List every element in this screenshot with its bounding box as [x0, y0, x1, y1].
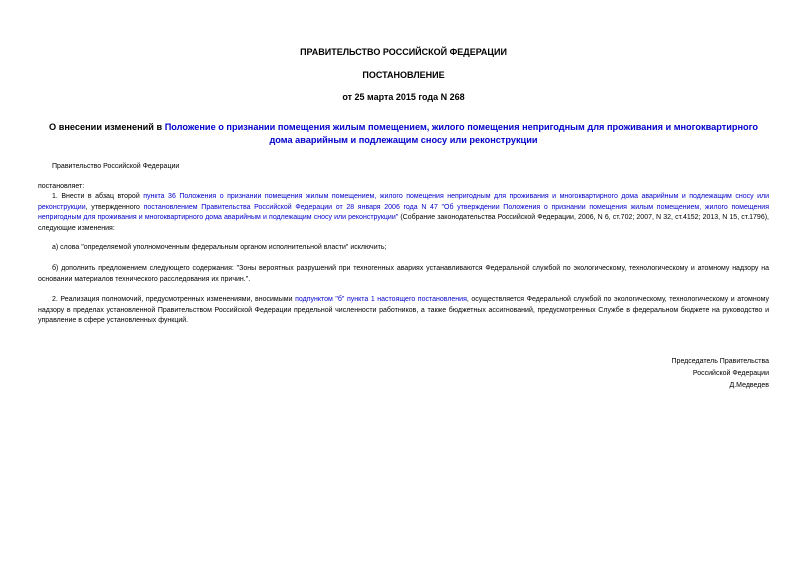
resolution-47-link[interactable]: постановлением Правительства Российской Федерации от 28 января 2006 года N 47 "Об утверждении Положения о признании помещения жилым помещением, жилого помещения непригодным для проживания и многоквартирного дома аварийным и подлежащим сносу или реконструкции": [38, 203, 769, 221]
subclause-b-link[interactable]: подпунктом "б" пункта 1 настоящего постановления: [295, 296, 467, 303]
title-prefix: О внесении изменений в: [49, 122, 165, 132]
document-type-heading: ПОСТАНОВЛЕНИЕ: [362, 70, 445, 80]
signature-name: Д.Медведев: [729, 382, 769, 389]
issuer-heading: ПРАВИТЕЛЬСТВО РОССИЙСКОЙ ФЕДЕРАЦИИ: [300, 47, 507, 57]
resolves-line: постановляет:: [38, 183, 85, 190]
government-line: Правительство Российской Федерации: [52, 163, 180, 170]
item2-text-2: , осуществляется Федеральной службой по экологическому, технологическому и атомному надзору в пределах установленной Правительством Российской Федерации предельной численности работников, а также бюджетных ассигнований, предусмотренных Службе в федеральном бюджете на руководство и управление в сфере установленных функций.: [38, 296, 769, 324]
document-title: [40, 121, 767, 146]
paragraph-item-1: [38, 192, 769, 234]
paragraph-item-a: а) слова "определяемой уполномоченным федеральным органом исполнительной власти" исключить;: [52, 244, 387, 251]
item1-text-2: , утвержденного: [85, 203, 144, 211]
title-regulation-link[interactable]: Положение о признании помещения жилым помещением, жилого помещения непригодным для проживания и многоквартирного дома аварийным и подлежащим сносу или реконструкции: [164, 122, 758, 145]
item1-text-3: (Собрание законодательства Российской Федерации, 2006, N 6, ст.702; 2007, N 32, ст.4152; 2013, N 15, ст.1796), следующие изменения:: [38, 214, 769, 232]
signature-position-2: Российской Федерации: [692, 370, 769, 377]
signature-block: [569, 356, 769, 392]
item2-text-1: 2. Реализация полномочий, предусмотренных изменениями, вносимыми: [52, 296, 296, 303]
paragraph-item-2: [38, 295, 769, 327]
item1-text-1: 1. Внести в абзац второй: [52, 193, 144, 200]
date-number-heading: от 25 марта 2015 года N 268: [342, 92, 465, 102]
clause-36-link[interactable]: пункта 36 Положения о признании помещения жилым помещением, жилого помещения непригодным для проживания и многоквартирного дома аварийным и подлежащим сносу или реконструкции: [38, 193, 769, 211]
signature-position-1: Председатель Правительства: [671, 358, 769, 365]
paragraph-item-b: б) дополнить предложением следующего содержания: "Зоны вероятных разрушений при техногенных авариях устанавливаются Федеральной службой по экологическому, технологическому и атомному надзору на основании материалов технического расследования их причин.".: [38, 265, 769, 283]
